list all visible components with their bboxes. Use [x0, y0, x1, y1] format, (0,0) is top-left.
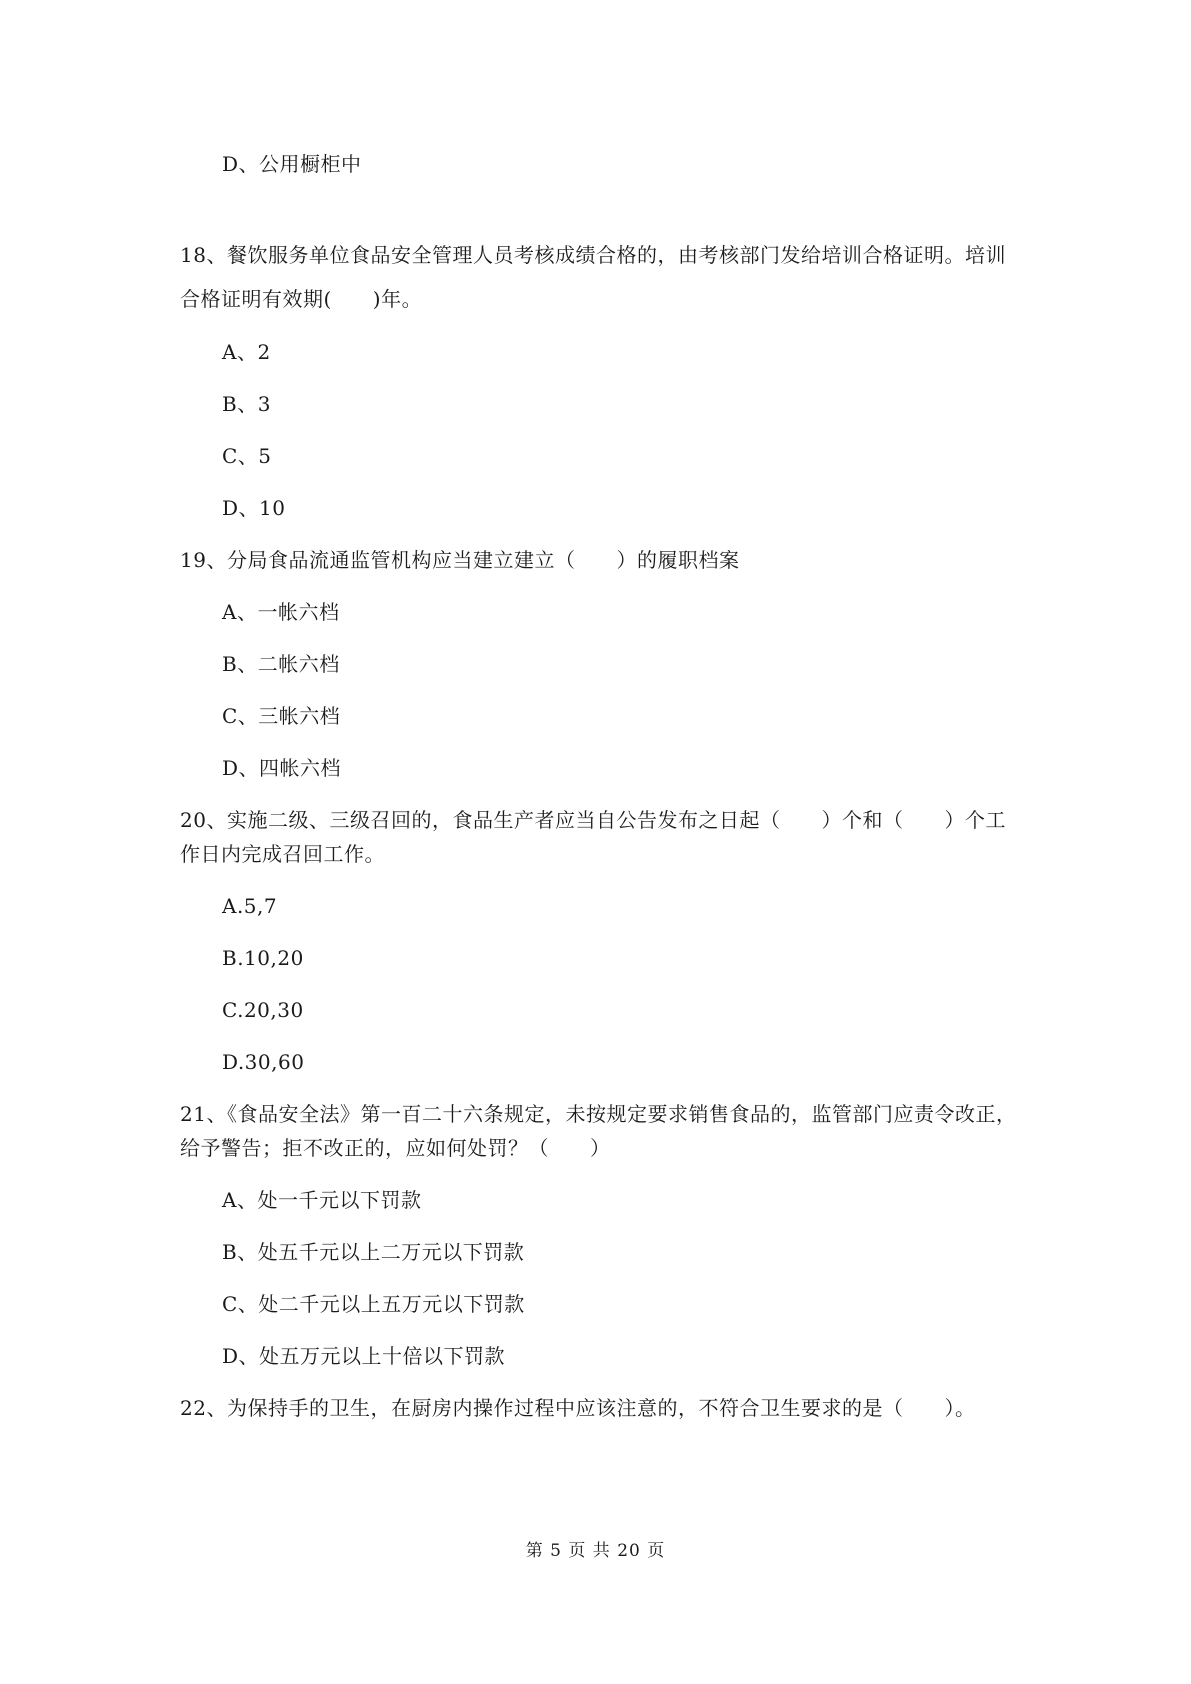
option-20-a: A.5,7: [222, 894, 278, 918]
question-19: 19、分局食品流通监管机构应当建立建立（ ）的履职档案: [180, 548, 740, 572]
page-footer: 第 5 页 共 20 页: [525, 1541, 666, 1561]
option-21-a: A、处一千元以下罚款: [222, 1188, 422, 1212]
option-18-c: C、5: [222, 444, 272, 468]
option-18-a: A、2: [222, 340, 271, 364]
option-21-c: C、处二千元以上五万元以下罚款: [222, 1292, 525, 1316]
question-21-line-1: 21、《食品安全法》第一百二十六条规定，未按规定要求销售食品的，监管部门应责令改正，: [180, 1102, 1017, 1126]
option-21-d: D、处五万元以上十倍以下罚款: [222, 1344, 506, 1368]
option-19-c: C、三帐六档: [222, 704, 341, 728]
question-18-line-2: 合格证明有效期( )年。: [180, 287, 423, 311]
question-18-line-1: 18、餐饮服务单位食品安全管理人员考核成绩合格的，由考核部门发给培训合格证明。培训: [180, 243, 1006, 267]
question-22: 22、为保持手的卫生，在厨房内操作过程中应该注意的，不符合卫生要求的是（ ）。: [180, 1396, 976, 1420]
question-21-line-2: 给予警告；拒不改正的，应如何处罚？（ ）: [180, 1136, 611, 1160]
option-20-b: B.10,20: [222, 946, 304, 970]
option-19-b: B、二帐六档: [222, 652, 340, 676]
option-19-d: D、四帐六档: [222, 756, 342, 780]
option-20-c: C.20,30: [222, 998, 304, 1022]
option-18-d: D、10: [222, 496, 286, 520]
question-20-line-2: 作日内完成召回工作。: [180, 842, 385, 866]
option-18-b: B、3: [222, 392, 271, 416]
option-17-d: D、公用橱柜中: [222, 152, 362, 176]
option-19-a: A、一帐六档: [222, 600, 340, 624]
option-20-d: D.30,60: [222, 1050, 305, 1074]
question-20-line-1: 20、实施二级、三级召回的，食品生产者应当自公告发布之日起（ ）个和（ ）个工: [180, 808, 1006, 832]
option-21-b: B、处五千元以上二万元以下罚款: [222, 1240, 525, 1264]
